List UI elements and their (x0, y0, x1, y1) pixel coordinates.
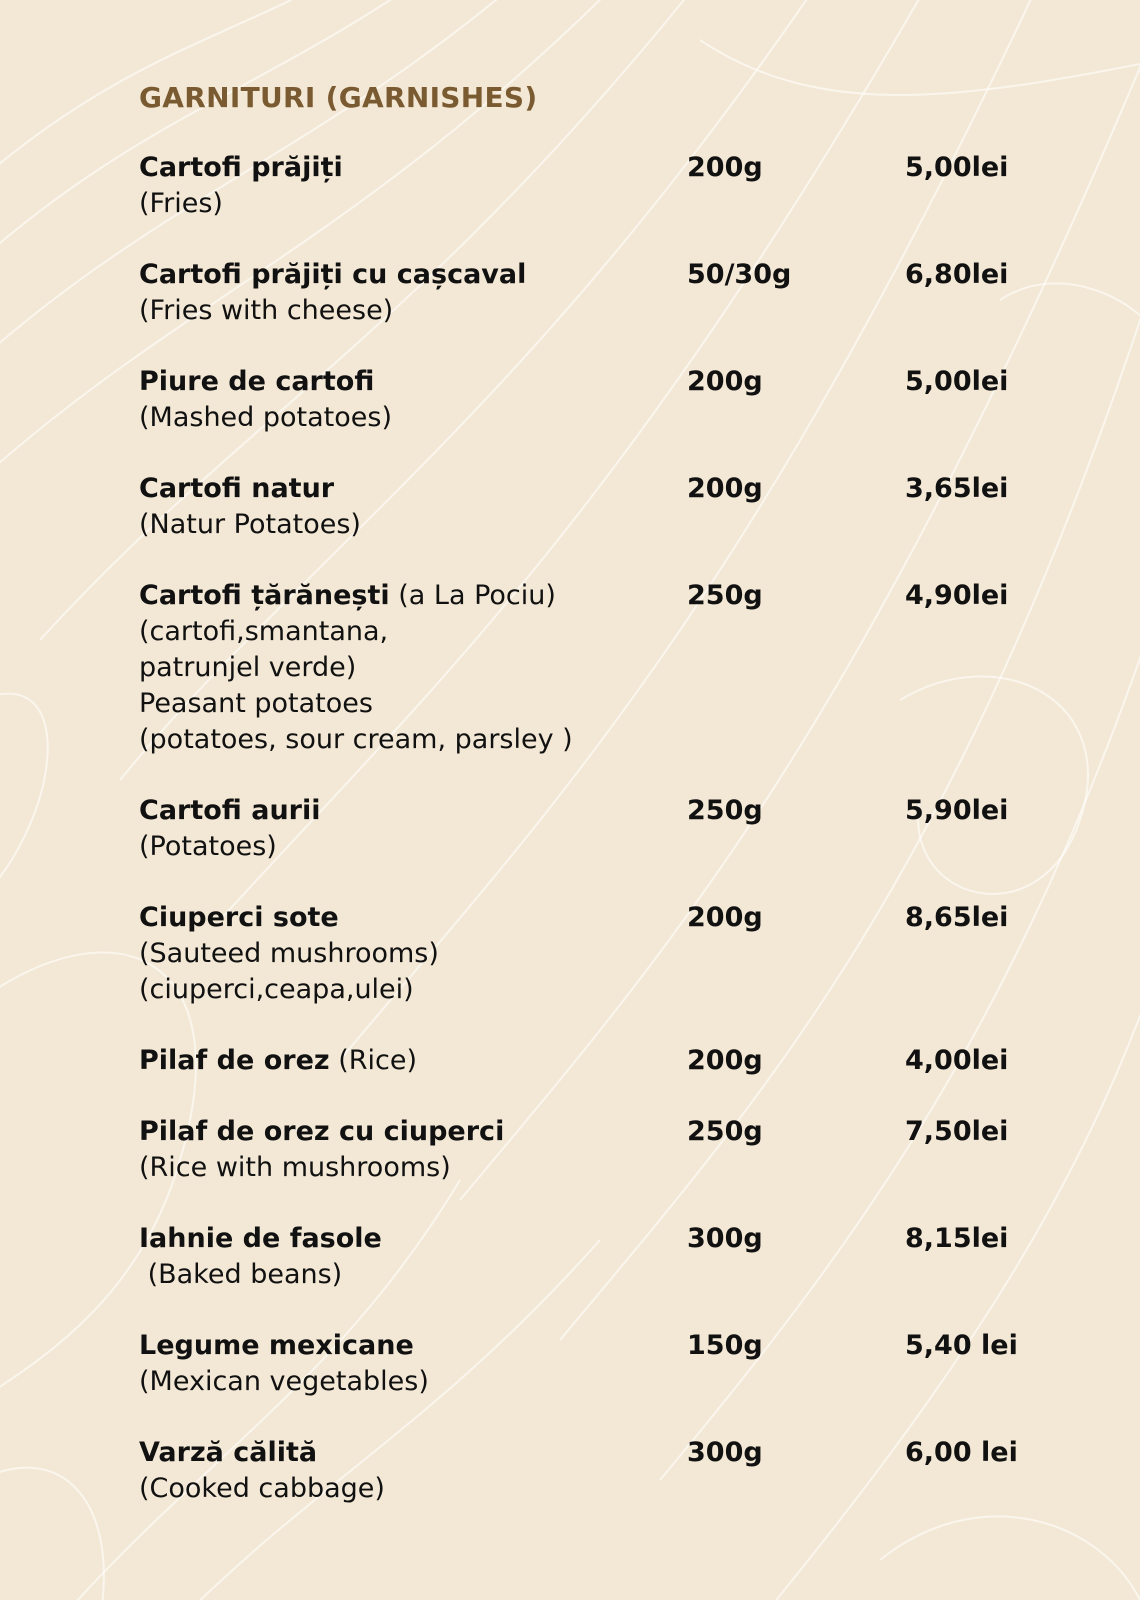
item-weight: 250g (687, 795, 763, 826)
item-detail-line: (Baked beans) (139, 1259, 343, 1290)
item-name: Pilaf de orez (139, 1045, 330, 1076)
item-detail-line: (Mashed potatoes) (139, 402, 392, 433)
item-price: 3,65lei (905, 473, 1009, 504)
item-name: Cartofi aurii (139, 795, 321, 826)
item-weight: 300g (687, 1437, 763, 1468)
menu-item (139, 1435, 1039, 1507)
item-description (139, 1221, 687, 1293)
item-detail-line: patrunjel verde) (139, 652, 357, 683)
item-name: Cartofi țărănești (139, 580, 390, 611)
item-description (139, 1328, 687, 1400)
item-price: 6,00 lei (905, 1437, 1018, 1468)
item-weight: 200g (687, 366, 763, 397)
item-weight: 200g (687, 152, 763, 183)
item-detail-line: (Natur Potatoes) (139, 509, 361, 540)
item-detail-line: (potatoes, sour cream, parsley ) (139, 724, 573, 755)
item-detail-line: (Fries) (139, 188, 223, 219)
item-weight: 250g (687, 580, 763, 611)
item-price: 6,80lei (905, 259, 1009, 290)
item-price: 5,00lei (905, 152, 1009, 183)
item-weight: 200g (687, 1045, 763, 1076)
menu-item (139, 1114, 1039, 1186)
item-weight: 250g (687, 1116, 763, 1147)
item-detail-line: (Sauteed mushrooms) (139, 938, 439, 969)
menu-item (139, 364, 1039, 436)
menu-item (139, 793, 1039, 865)
item-detail-line: (cartofi,smantana, (139, 616, 389, 647)
item-description (139, 578, 687, 758)
item-name: Piure de cartofi (139, 366, 375, 397)
menu-item (139, 257, 1039, 329)
item-name: Legume mexicane (139, 1330, 414, 1361)
item-description (139, 900, 687, 1008)
item-price: 7,50lei (905, 1116, 1009, 1147)
item-name-extra: (Rice) (329, 1045, 417, 1076)
item-price: 4,00lei (905, 1045, 1009, 1076)
menu-item (139, 578, 1039, 758)
item-detail-line: Peasant potatoes (139, 688, 373, 719)
item-name: Cartofi prăjiți (139, 152, 343, 183)
item-description (139, 471, 687, 543)
item-weight: 150g (687, 1330, 763, 1361)
item-name: Varză călită (139, 1437, 318, 1468)
item-description (139, 1114, 687, 1186)
item-name: Cartofi prăjiți cu cașcaval (139, 259, 527, 290)
item-detail-line: (Fries with cheese) (139, 295, 394, 326)
item-weight: 200g (687, 902, 763, 933)
item-detail-line: (Rice with mushrooms) (139, 1152, 451, 1183)
item-name: Pilaf de orez cu ciuperci (139, 1116, 505, 1147)
item-name: Ciuperci sote (139, 902, 339, 933)
item-price: 5,90lei (905, 795, 1009, 826)
item-detail-line: (Potatoes) (139, 831, 277, 862)
menu-item (139, 471, 1039, 543)
item-description (139, 150, 687, 222)
section-title: GARNITURI (GARNISHES) (139, 81, 538, 114)
item-weight: 200g (687, 473, 763, 504)
item-name-extra: (a La Pociu) (389, 580, 556, 611)
menu-item (139, 1043, 1039, 1079)
menu-item (139, 1328, 1039, 1400)
item-description (139, 1435, 687, 1507)
menu-list (139, 150, 1039, 1542)
item-weight: 300g (687, 1223, 763, 1254)
item-price: 8,65lei (905, 902, 1009, 933)
item-detail-line: (ciuperci,ceapa,ulei) (139, 974, 414, 1005)
item-detail-line: (Mexican vegetables) (139, 1366, 429, 1397)
item-description (139, 364, 687, 436)
item-name: Iahnie de fasole (139, 1223, 382, 1254)
item-description (139, 1043, 687, 1079)
item-price: 5,40 lei (905, 1330, 1018, 1361)
item-price: 4,90lei (905, 580, 1009, 611)
item-price: 8,15lei (905, 1223, 1009, 1254)
item-description (139, 257, 687, 329)
item-name: Cartofi natur (139, 473, 335, 504)
menu-item (139, 900, 1039, 1008)
item-price: 5,00lei (905, 366, 1009, 397)
item-description (139, 793, 687, 865)
item-weight: 50/30g (687, 259, 792, 290)
item-detail-line: (Cooked cabbage) (139, 1473, 385, 1504)
menu-item (139, 150, 1039, 222)
menu-item (139, 1221, 1039, 1293)
